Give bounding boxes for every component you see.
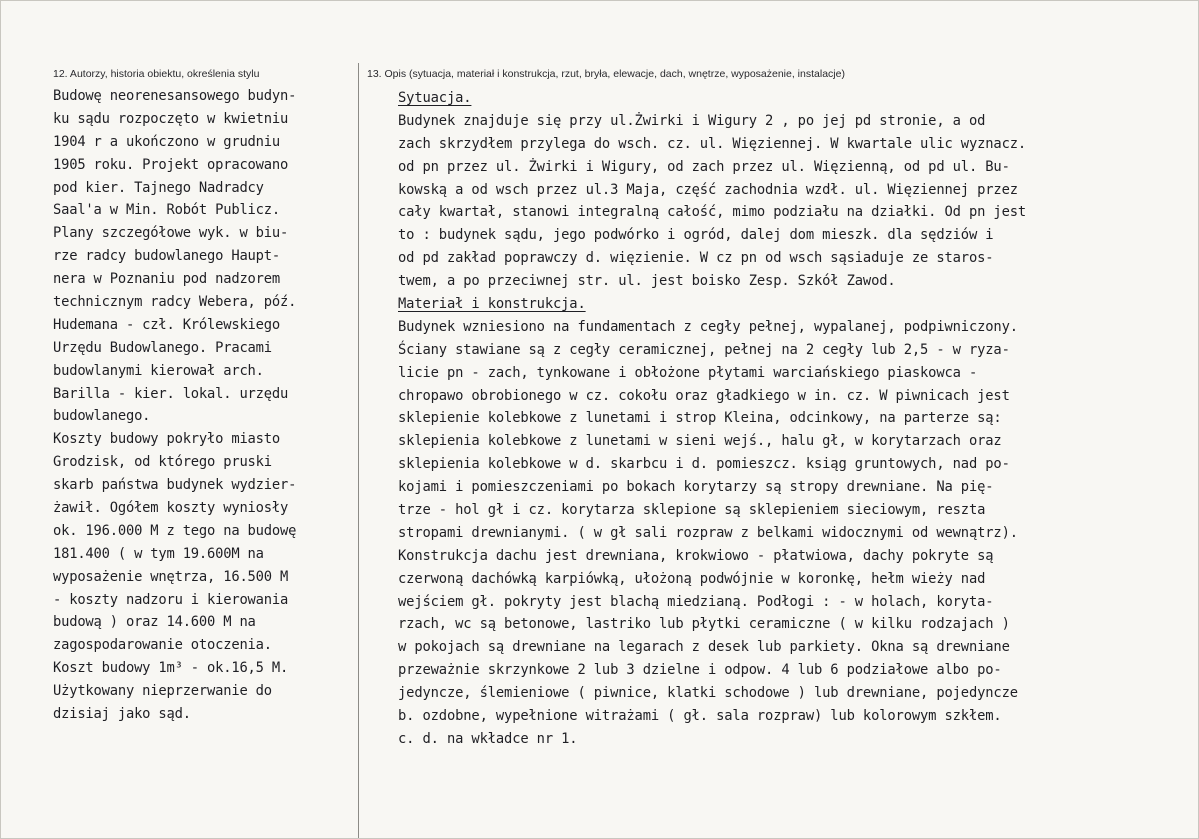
text-line: sklepienia kolebkowe z lunetami w sieni wejś., halu gł, w korytarzach oraz bbox=[398, 433, 1002, 450]
text-line: Ściany stawiane są z cegły ceramicznej, pełnej na 2 cegły lub 2,5 - w ryza- bbox=[398, 341, 1010, 358]
text-line: dzisiaj jako sąd. bbox=[53, 706, 191, 723]
text-line: licie pn - zach, tynkowane i obłożone płytami warciańskiego piaskowca - bbox=[398, 364, 978, 381]
history-text bbox=[53, 85, 353, 726]
text-line: ku sądu rozpoczęto w kwietniu bbox=[53, 110, 289, 127]
text-line: pod kier. Tajnego Nadradcy bbox=[53, 179, 264, 196]
text-line: Budynek znajduje się przy ul.Żwirki i Wigury 2 , po jej pd stronie, a od bbox=[398, 112, 986, 129]
text-line: ok. 196.000 M z tego na budowę bbox=[53, 522, 297, 539]
text-line: Plany szczegółowe wyk. w biu- bbox=[53, 225, 289, 242]
text-line: czerwoną dachówką karpiówką, ułożoną podwójnie w koronkę, hełm wieży nad bbox=[398, 570, 986, 587]
text-line: Barilla - kier. lokal. urzędu bbox=[53, 385, 289, 402]
text-line: trze - hol gł i cz. korytarza sklepione są sklepieniem sieciowym, reszta bbox=[398, 502, 986, 519]
text-line: Koszty budowy pokryło miasto bbox=[53, 431, 280, 448]
text-line: przeważnie skrzynkowe 2 lub 3 dzielne i odpow. 4 lub 6 podziałowe albo po- bbox=[398, 662, 1002, 679]
text-line: Budynek wzniesiono na fundamentach z cegły pełnej, wypalanej, podpiwniczony. bbox=[398, 318, 1018, 335]
text-line: twem, a po przeciwnej str. ul. jest boisko Zesp. Szkół Zawod. bbox=[398, 273, 896, 290]
section-13-label: 13. Opis (sytuacja, materiał i konstrukcja, rzut, bryła, elewacje, dach, wnętrze, wyposażenie, instalacje) bbox=[367, 68, 845, 80]
text-line: nera w Poznaniu pod nadzorem bbox=[53, 271, 280, 288]
text-line: wyposażenie wnętrza, 16.500 M bbox=[53, 568, 289, 585]
text-line: b. ozdobne, wypełnione witrażami ( gł. sala rozpraw) lub kolorowym szkłem. bbox=[398, 708, 1002, 725]
text-line: skarb państwa budynek wydzier- bbox=[53, 477, 297, 494]
text-line: zach skrzydłem przylega do wsch. cz. ul. Więziennej. W kwartale ulic wyznacz. bbox=[398, 135, 1027, 152]
text-line: rzach, wc są betonowe, lastriko lub płytki ceramiczne ( w kilku rodzajach ) bbox=[398, 616, 1010, 633]
section-heading: Materiał i konstrukcja. bbox=[398, 296, 586, 313]
text-line: 1905 roku. Projekt opracowano bbox=[53, 156, 289, 173]
text-line: - koszty nadzoru i kierowania bbox=[53, 591, 289, 608]
text-line: sklepienia kolebkowe w d. skarbcu i d. pomieszcz. ksiąg gruntowych, nad po- bbox=[398, 456, 1010, 473]
text-line: Saal'a w Min. Robót Publicz. bbox=[53, 202, 280, 219]
text-line: Grodzisk, od którego pruski bbox=[53, 454, 272, 471]
text-line: cały kwartał, stanowi integralną całość, mimo podziału na działki. Od pn jest bbox=[398, 204, 1027, 221]
text-line: budową ) oraz 14.600 M na bbox=[53, 614, 256, 631]
text-line: stropami drewnianymi. ( w gł sali rozpraw z belkami widocznymi od wewnątrz). bbox=[398, 524, 1018, 541]
text-line: kojami i pomieszczeniami po bokach korytarzy są stropy drewniane. Na pię- bbox=[398, 479, 994, 496]
text-line: żawił. Ogółem koszty wyniosły bbox=[53, 500, 289, 517]
text-line: rze radcy budowlanego Haupt- bbox=[53, 248, 280, 265]
text-line: Koszt budowy 1m³ - ok.16,5 M. bbox=[53, 660, 289, 677]
text-line: Urzędu Budowlanego. Pracami bbox=[53, 339, 272, 356]
text-line: od pn przez ul. Żwirki i Wigury, od zach przez ul. Więzienną, od pd ul. Bu- bbox=[398, 158, 1010, 175]
section-12-label: 12. Autorzy, historia obiektu, określenia stylu bbox=[53, 68, 260, 80]
text-line: to : budynek sądu, jego podwórko i ogród, dalej dom mieszk. dla sędziów i bbox=[398, 227, 994, 244]
text-line: 1904 r a ukończono w grudniu bbox=[53, 133, 280, 150]
description-text bbox=[398, 87, 1188, 751]
text-line: jedyncze, ślemieniowe ( piwnice, klatki schodowe ) lub drewniane, pojedyncze bbox=[398, 685, 1018, 702]
text-line: technicznym radcy Webera, póź. bbox=[53, 294, 297, 311]
text-line: wejściem gł. pokryty jest blachą miedzianą. Podłogi : - w holach, koryta- bbox=[398, 593, 994, 610]
text-line: Budowę neorenesansowego budyn- bbox=[53, 88, 297, 104]
text-line: 181.400 ( w tym 19.600M na bbox=[53, 545, 264, 562]
text-line: Konstrukcja dachu jest drewniana, krokwiowo - płatwiowa, dachy pokryte są bbox=[398, 547, 994, 564]
text-line: budowlanymi kierował arch. bbox=[53, 362, 264, 379]
section-heading: Sytuacja. bbox=[398, 90, 472, 106]
column-divider bbox=[358, 63, 359, 838]
text-line: Użytkowany nieprzerwanie do bbox=[53, 683, 272, 700]
text-line: Hudemana - czł. Królewskiego bbox=[53, 316, 280, 333]
text-line: chropawo obrobionego w cz. cokołu oraz gładkiego w in. cz. W piwnicach jest bbox=[398, 387, 1010, 404]
text-line: sklepienie kolebkowe z lunetami i strop Kleina, odcinkowy, na parterze są: bbox=[398, 410, 1002, 427]
text-line: zagospodarowanie otoczenia. bbox=[53, 637, 272, 654]
text-line: budowlanego. bbox=[53, 408, 151, 425]
text-line: w pokojach są drewniane na legarach z desek lub parkiety. Okna są drewniane bbox=[398, 639, 1010, 656]
text-line: kowską a od wsch przez ul.3 Maja, część zachodnia wzdł. ul. Więziennej przez bbox=[398, 181, 1018, 198]
text-line: od pd zakład poprawczy d. więzienie. W cz pn od wsch sąsiaduje ze staros- bbox=[398, 250, 994, 267]
text-line: c. d. na wkładce nr 1. bbox=[398, 730, 578, 747]
